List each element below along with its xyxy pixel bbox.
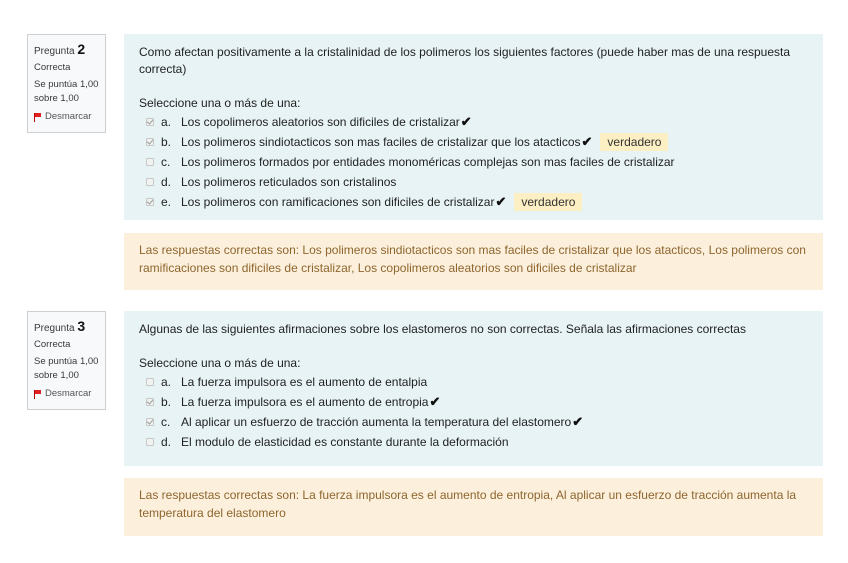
correct-answers-feedback-3: Las respuestas correctas son: La fuerza impulsora es el aumento de entropia, Al aplicar un esfuerzo de tracción aumenta la temperatura del elastomero (124, 478, 823, 536)
answer-letter: d. (161, 435, 172, 449)
answer-text: La fuerza impulsora es el aumento de entalpia (181, 375, 428, 389)
answer-text: El modulo de elasticidad es constante durante la deformación (181, 435, 509, 449)
answer-checkbox[interactable] (146, 198, 154, 206)
answer-letter: a. (161, 115, 172, 129)
unflag-label[interactable]: Desmarcar (45, 111, 92, 122)
question-grade: Se puntúa 1,00 sobre 1,00 (34, 79, 99, 104)
verdadero-badge: verdadero (514, 193, 582, 211)
answer-option-c[interactable] (139, 412, 808, 432)
answer-list (139, 372, 808, 452)
question-info-2 (27, 34, 106, 133)
answer-prompt: Seleccione una o más de una: (139, 356, 301, 370)
question-info-3 (27, 311, 106, 410)
answer-text: Los polimeros formados por entidades monoméricas complejas son mas faciles de cristalizar (181, 155, 675, 169)
correct-answers-feedback-2: Las respuestas correctas son: Los polimeros sindiotacticos son mas faciles de cristalizar que los atacticos, Los polimeros con ramificaciones son dificiles de cristalizar, Los copolimeros aleatorios son dificiles de cristalizar (124, 233, 823, 290)
answer-text: Los polimeros sindiotacticos son mas faciles de cristalizar que los atacticos (181, 135, 581, 149)
flag-icon (34, 113, 41, 122)
answer-checkbox[interactable] (146, 398, 154, 406)
unflag-link[interactable] (34, 387, 99, 401)
question-number (34, 319, 99, 336)
answer-checkbox[interactable] (146, 178, 154, 186)
answer-text: Los polimeros reticulados son cristalinos (181, 175, 397, 189)
answer-checkbox[interactable] (146, 158, 154, 166)
unflag-link[interactable] (34, 110, 99, 124)
checkmark-icon: ✔ (495, 194, 507, 209)
answer-checkbox[interactable] (146, 138, 154, 146)
question-label: Pregunta (34, 46, 75, 57)
question-state: Correcta (34, 339, 71, 350)
question-number (34, 42, 99, 59)
answer-option-b[interactable] (139, 392, 808, 412)
answer-option-b[interactable] (139, 132, 808, 152)
answer-letter: c. (161, 155, 171, 169)
answer-checkbox[interactable] (146, 418, 154, 426)
answer-checkbox[interactable] (146, 378, 154, 386)
answer-letter: e. (161, 195, 172, 209)
checkmark-icon: ✔ (581, 134, 593, 149)
answer-checkbox[interactable] (146, 118, 154, 126)
answer-option-a[interactable] (139, 112, 808, 132)
answer-option-e[interactable] (139, 192, 808, 212)
answer-letter: c. (161, 415, 171, 429)
question-content-3 (124, 311, 823, 466)
question-content-2 (124, 34, 823, 220)
answer-text: Al aplicar un esfuerzo de tracción aumenta la temperatura del elastomero (181, 415, 572, 429)
question-state: Correcta (34, 62, 71, 73)
question-text: Como afectan positivamente a la cristalinidad de los polimeros los siguientes factores (puede haber mas de una respuesta correcta) (139, 45, 791, 76)
answer-letter: b. (161, 135, 172, 149)
answer-option-c[interactable] (139, 152, 808, 172)
unflag-label[interactable]: Desmarcar (45, 388, 92, 399)
checkmark-icon: ✔ (572, 414, 584, 429)
checkmark-icon: ✔ (429, 394, 441, 409)
flag-icon (34, 390, 41, 399)
answer-prompt: Seleccione una o más de una: (139, 96, 301, 110)
answer-list (139, 112, 808, 212)
answer-option-a[interactable] (139, 372, 808, 392)
question-label: Pregunta (34, 323, 75, 334)
question-number-value: 2 (77, 41, 86, 57)
answer-option-d[interactable] (139, 172, 808, 192)
answer-text: Los copolimeros aleatorios son dificiles de cristalizar (181, 115, 460, 129)
answer-letter: b. (161, 395, 172, 409)
verdadero-badge: verdadero (600, 133, 668, 151)
answer-checkbox[interactable] (146, 438, 154, 446)
question-text: Algunas de las siguientes afirmaciones sobre los elastomeros no son correctas. Señala las afirmaciones correctas (139, 322, 746, 336)
answer-letter: d. (161, 175, 172, 189)
answer-option-d[interactable] (139, 432, 808, 452)
answer-text: La fuerza impulsora es el aumento de entropia (181, 395, 429, 409)
checkmark-icon: ✔ (460, 114, 472, 129)
answer-letter: a. (161, 375, 172, 389)
question-number-value: 3 (77, 318, 86, 334)
question-grade: Se puntúa 1,00 sobre 1,00 (34, 356, 99, 381)
answer-text: Los polimeros con ramificaciones son dificiles de cristalizar (181, 195, 495, 209)
